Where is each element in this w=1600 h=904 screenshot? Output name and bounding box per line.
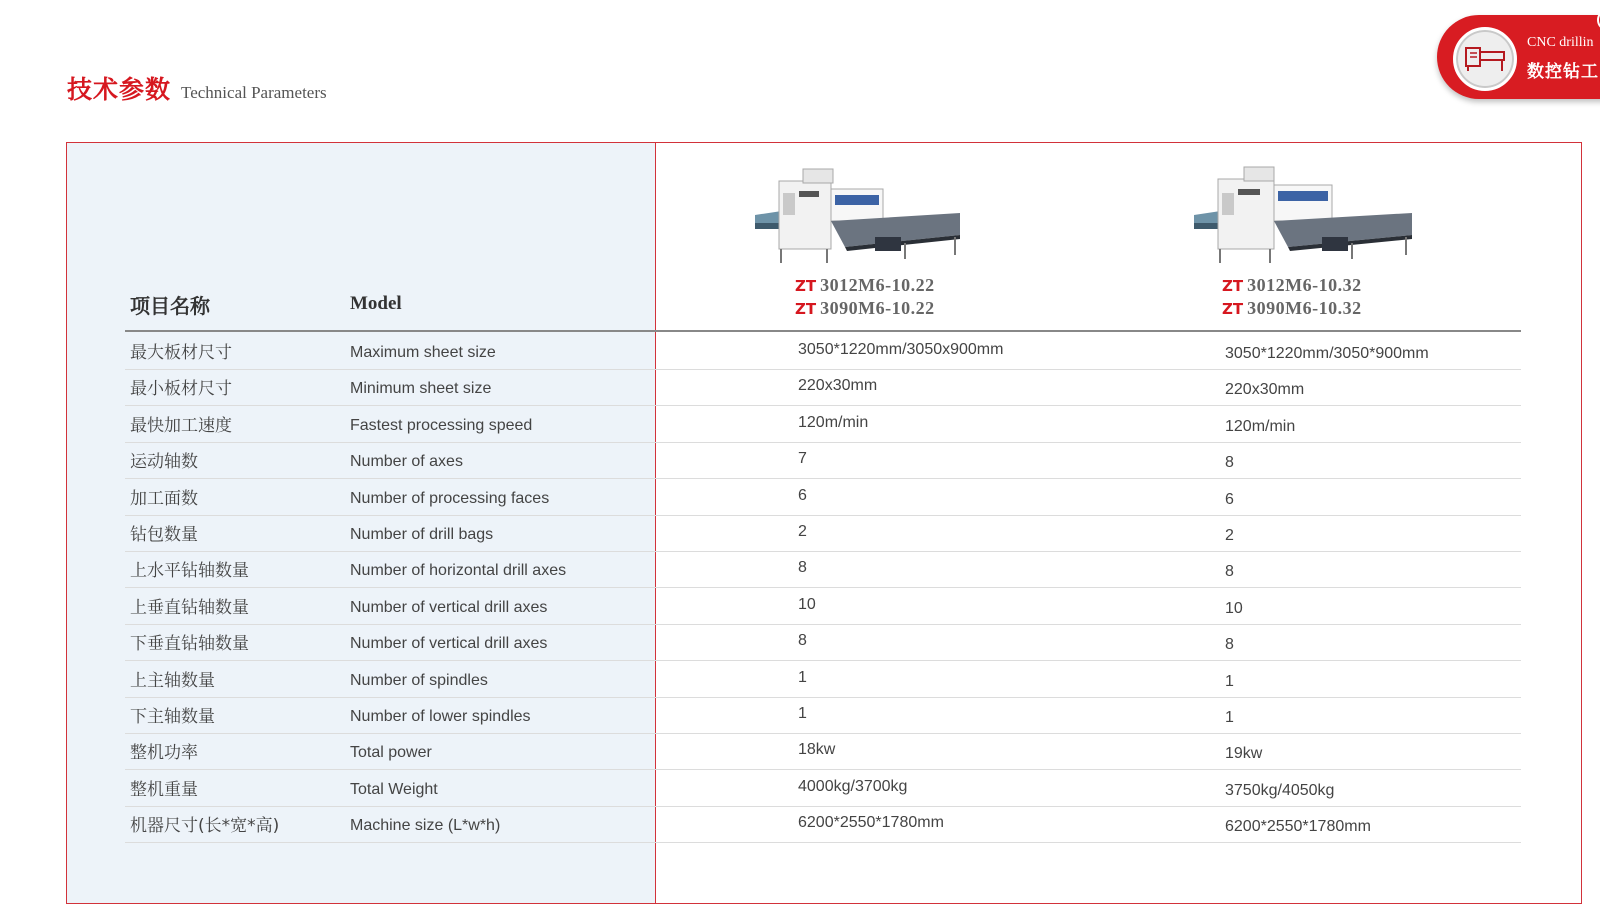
table-row: [125, 550, 1521, 588]
cell-en: Total Weight: [350, 780, 438, 798]
cell-zh: 运动轴数: [130, 452, 198, 473]
cell-en: Number of drill bags: [350, 526, 494, 543]
badge-title-en: CNC drillin: [1527, 35, 1594, 50]
cell-zh: 整机功率: [130, 743, 198, 764]
cell-v1: 4000kg/3700kg: [798, 777, 908, 795]
model-code: 3012M6-10.32: [1247, 275, 1362, 295]
cell-v2: 3750kg/4050kg: [1225, 781, 1335, 799]
table-row: [125, 514, 1521, 552]
table-row: [125, 368, 1521, 406]
table-row: [125, 332, 1521, 370]
machine-photo-2: [1194, 163, 1412, 272]
cell-en: Number of axes: [350, 453, 463, 471]
cell-v1: 8: [798, 559, 807, 577]
badge-title-zh: 数控钻工: [1527, 62, 1599, 82]
cell-en: Number of vertical drill axes: [350, 635, 548, 653]
table-row: [125, 732, 1521, 770]
section-heading: [67, 70, 327, 106]
model-prefix: ZT: [795, 300, 817, 318]
table-row: [125, 587, 1521, 625]
heading-title-zh: 技术参数: [67, 75, 172, 104]
model-label-1: [795, 274, 935, 320]
cell-en: Number of vertical drill axes: [350, 598, 548, 616]
cell-en: Total power: [350, 744, 432, 762]
category-badge[interactable]: [1437, 15, 1600, 99]
cell-v2: 1: [1225, 672, 1234, 690]
cell-v2: 2: [1225, 527, 1234, 544]
cell-en: Fastest processing speed: [350, 416, 533, 434]
cell-v2: 10: [1225, 599, 1243, 617]
cell-zh: 钻包数量: [130, 525, 198, 545]
cell-zh: 下垂直钻轴数量: [130, 634, 249, 655]
cell-v2: 8: [1225, 563, 1234, 581]
cell-en: Maximum sheet size: [350, 344, 496, 361]
cell-v2: 6: [1225, 490, 1234, 508]
cell-v1: 18kw: [798, 741, 836, 759]
cnc-machine-icon: [1453, 27, 1517, 91]
cell-en: Minimum sheet size: [350, 380, 492, 398]
table-row: [125, 660, 1521, 698]
cell-zh: 最小板材尺寸: [130, 379, 232, 400]
table-row: [125, 805, 1521, 843]
table-row: [125, 478, 1521, 516]
table-row: [125, 441, 1521, 479]
cell-v1: 2: [798, 523, 807, 540]
model-prefix: ZT: [1222, 300, 1244, 318]
table-row: [125, 623, 1521, 661]
table-row: [125, 696, 1521, 734]
cell-v2: 19kw: [1225, 745, 1263, 763]
cell-v2: 1: [1225, 709, 1234, 726]
heading-title-en: Technical Parameters: [181, 83, 327, 102]
model-code: 3090M6-10.22: [820, 298, 935, 318]
model-code: 3012M6-10.22: [820, 275, 935, 295]
cell-zh: 上主轴数量: [130, 670, 215, 691]
cell-v1: 120m/min: [798, 413, 869, 431]
cell-v2: 220x30mm: [1225, 381, 1305, 399]
model-code: 3090M6-10.32: [1247, 298, 1362, 318]
table-row: [125, 769, 1521, 807]
cell-v1: 220x30mm: [798, 377, 878, 395]
cell-en: Number of horizontal drill axes: [350, 562, 567, 580]
cell-en: Number of lower spindles: [350, 708, 531, 725]
cell-v1: 1: [798, 668, 807, 686]
cell-zh: 加工面数: [130, 488, 198, 509]
cell-en: Machine size (L*w*h): [350, 817, 501, 835]
cell-v2: 120m/min: [1225, 417, 1296, 435]
cell-zh: 机器尺寸(长*宽*高): [130, 816, 280, 837]
cell-en: Number of processing faces: [350, 489, 550, 507]
cell-v2: 3050*1220mm/3050*900mm: [1225, 345, 1429, 362]
cell-v1: 6: [798, 486, 807, 504]
cell-v1: 7: [798, 450, 807, 468]
cell-zh: 整机重量: [130, 779, 198, 800]
cell-v2: 6200*2550*1780mm: [1225, 818, 1371, 836]
cell-en: Number of spindles: [350, 671, 488, 689]
table-row: [125, 405, 1521, 443]
cell-v2: 8: [1225, 454, 1234, 472]
cell-v2: 8: [1225, 636, 1234, 654]
cell-zh: 下主轴数量: [130, 707, 215, 727]
cell-zh: 上垂直钻轴数量: [130, 597, 249, 618]
cell-v1: 8: [798, 632, 807, 650]
cell-zh: 最快加工速度: [130, 415, 232, 436]
parameters-table: [66, 142, 1582, 904]
machine-photo-1: [755, 163, 960, 272]
cell-v1: 1: [798, 705, 807, 722]
cell-v1: 6200*2550*1780mm: [798, 814, 944, 832]
model-label-2: [1222, 274, 1362, 320]
cell-v1: 10: [798, 595, 816, 613]
cell-v1: 3050*1220mm/3050x900mm: [798, 341, 1004, 358]
model-prefix: ZT: [795, 277, 817, 295]
cell-zh: 上水平钻轴数量: [130, 561, 249, 582]
header-model-en: Model: [350, 293, 402, 314]
model-prefix: ZT: [1222, 277, 1244, 295]
cell-zh: 最大板材尺寸: [130, 343, 232, 363]
header-item-name-zh: 项目名称: [130, 294, 210, 318]
